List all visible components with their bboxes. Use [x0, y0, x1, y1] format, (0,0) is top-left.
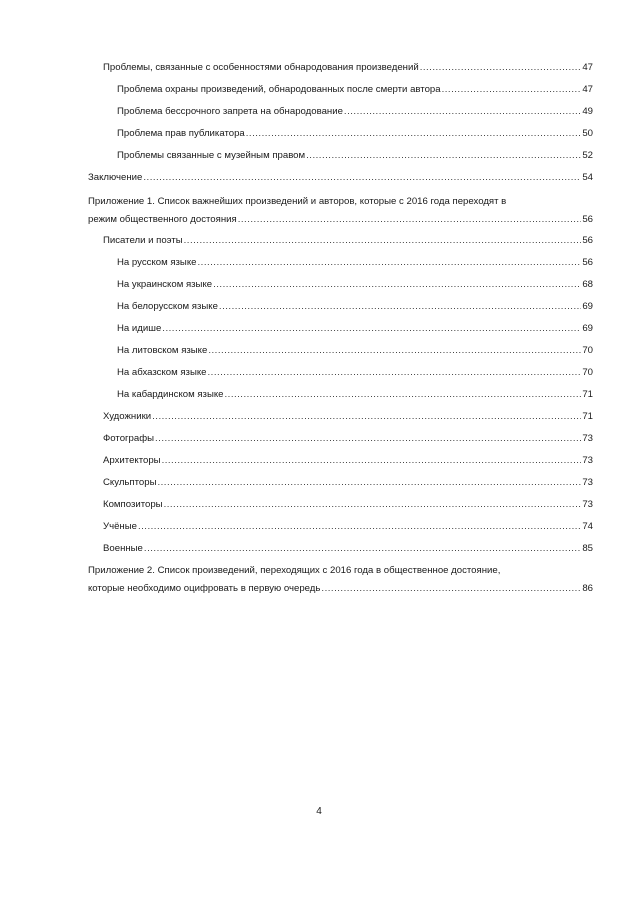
toc-leader-dots: [164, 499, 582, 511]
toc-entry[interactable]: [117, 106, 593, 118]
toc-entry-title: Художники: [103, 411, 152, 422]
toc-entry[interactable]: [117, 257, 593, 269]
toc-entry-page: 73: [582, 477, 593, 488]
toc-entry-title: Проблемы, связанные с особенностями обнародования произведений: [103, 62, 419, 73]
toc-leader-dots: [208, 345, 581, 357]
toc-entry-title: Проблема охраны произведений, обнародованных после смерти автора: [117, 84, 441, 95]
toc-leader-dots: [207, 367, 581, 379]
toc-entry-page: 70: [582, 367, 593, 378]
toc-entry[interactable]: [117, 279, 593, 291]
toc-entry[interactable]: [103, 433, 593, 445]
toc-entry[interactable]: [88, 196, 593, 226]
toc-entry-page: 86: [582, 583, 593, 594]
toc-leader-dots: [144, 543, 581, 555]
toc-leader-dots: [219, 301, 581, 313]
toc-entry-title: Проблема бессрочного запрета на обнародование: [117, 106, 343, 117]
page-number: 4: [316, 806, 322, 817]
toc-entry[interactable]: [117, 301, 593, 313]
toc-leader-dots: [321, 583, 581, 595]
toc-leader-dots: [152, 411, 581, 423]
toc-leader-dots: [306, 150, 581, 162]
toc-leader-dots: [162, 455, 582, 467]
toc-entry[interactable]: [117, 389, 593, 401]
toc-entry[interactable]: [117, 367, 593, 379]
toc-leader-dots: [246, 128, 582, 140]
toc-entry[interactable]: [117, 150, 593, 162]
toc-entry-page: 70: [582, 345, 593, 356]
toc-entry[interactable]: [117, 345, 593, 357]
toc-entry[interactable]: [103, 477, 593, 489]
toc-entry-title: Проблема прав публикатора: [117, 128, 245, 139]
toc-entry[interactable]: [117, 128, 593, 140]
toc-entry[interactable]: [88, 565, 593, 595]
toc-leader-dots: [162, 323, 581, 335]
toc-entry-title: Заключение: [88, 172, 143, 183]
toc-entry-title: На белорусском языке: [117, 301, 218, 312]
toc-entry-title: Скульпторы: [103, 477, 157, 488]
toc-entry[interactable]: [117, 84, 593, 96]
toc-entry-page: 71: [582, 389, 593, 400]
toc-entry-title: Писатели и поэты: [103, 235, 183, 246]
toc-leader-dots: [420, 62, 582, 74]
toc-entry-page: 69: [582, 323, 593, 334]
toc-entry-title: Проблемы связанные с музейным правом: [117, 150, 306, 161]
toc-entry[interactable]: [103, 499, 593, 511]
toc-entry-title: Архитекторы: [103, 455, 161, 466]
toc-leader-dots: [143, 172, 581, 184]
toc-entry[interactable]: [103, 543, 593, 555]
toc-entry-page: 56: [582, 235, 593, 246]
toc-entry[interactable]: [103, 521, 593, 533]
toc-entry-page: 47: [582, 84, 593, 95]
toc-entry-title: Фотографы: [103, 433, 154, 444]
toc-entry-page: 54: [582, 172, 593, 183]
toc-entry-title: На литовском языке: [117, 345, 208, 356]
toc-entry-title: На кабардинском языке: [117, 389, 224, 400]
toc-leader-dots: [238, 214, 582, 226]
toc-entry-page: 49: [582, 106, 593, 117]
toc-entry-page: 52: [582, 150, 593, 161]
toc-entry[interactable]: [103, 455, 593, 467]
toc-entry-page: 47: [582, 62, 593, 73]
toc-leader-dots: [157, 477, 581, 489]
toc-entry-title-line1: Приложение 2. Список произведений, переходящих с 2016 года в общественное достояние,: [88, 565, 501, 576]
toc-entry-page: 56: [582, 257, 593, 268]
toc-entry-title: режим общественного достояния: [88, 214, 237, 225]
toc-entry-page: 50: [582, 128, 593, 139]
toc-entry-title: Военные: [103, 543, 143, 554]
toc-entry-page: 73: [582, 433, 593, 444]
toc-entry[interactable]: [103, 62, 593, 74]
toc-entry-page: 73: [582, 455, 593, 466]
toc-entry[interactable]: [103, 411, 593, 423]
toc-entry-title: Композиторы: [103, 499, 163, 510]
toc-entry-page: 74: [582, 521, 593, 532]
toc-entry-title: Учёные: [103, 521, 137, 532]
toc-leader-dots: [184, 235, 582, 247]
toc-leader-dots: [442, 84, 582, 96]
toc-entry-title: На абхазском языке: [117, 367, 207, 378]
toc-entry-page: 56: [582, 214, 593, 225]
toc-entry-title: которые необходимо оцифровать в первую очередь: [88, 583, 321, 594]
toc-entry-title: На украинском языке: [117, 279, 213, 290]
toc-entry-page: 73: [582, 499, 593, 510]
toc-leader-dots: [344, 106, 581, 118]
toc-entry[interactable]: [117, 323, 593, 335]
toc-entry-page: 85: [582, 543, 593, 554]
toc-entry[interactable]: [88, 172, 593, 184]
toc-leader-dots: [224, 389, 581, 401]
toc-entry-page: 68: [582, 279, 593, 290]
toc-entry-title: На идише: [117, 323, 162, 334]
toc-entry-title-line1: Приложение 1. Список важнейших произведений и авторов, которые с 2016 года переходят в: [88, 196, 507, 207]
toc-leader-dots: [213, 279, 581, 291]
toc-leader-dots: [138, 521, 581, 533]
toc-leader-dots: [197, 257, 581, 269]
toc-entry-page: 69: [582, 301, 593, 312]
toc-entry-title: На русском языке: [117, 257, 197, 268]
toc-entry[interactable]: [103, 235, 593, 247]
toc-leader-dots: [155, 433, 581, 445]
toc-entry-page: 71: [582, 411, 593, 422]
